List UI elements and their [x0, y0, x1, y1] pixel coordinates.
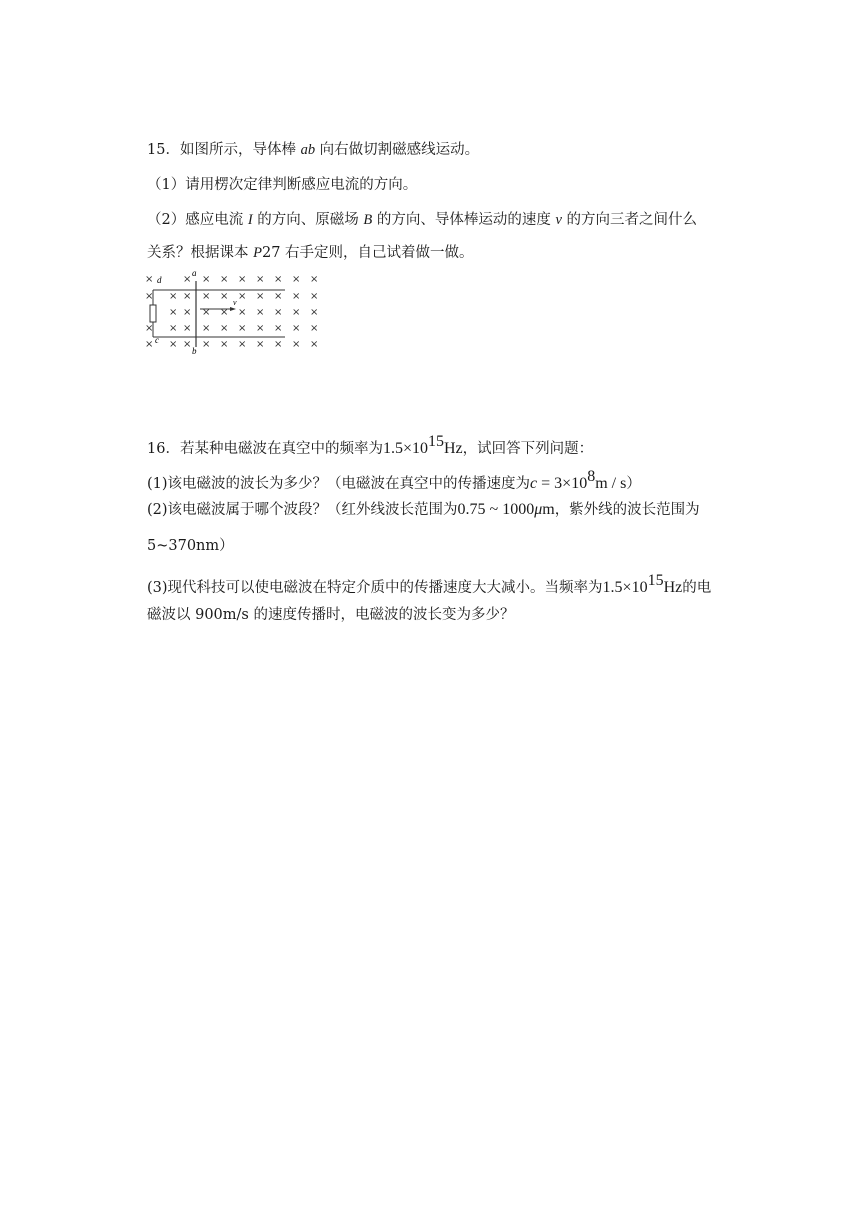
- field-cross: ×: [220, 323, 229, 334]
- label-c: c: [155, 335, 159, 345]
- field-cross: ×: [238, 307, 247, 318]
- field-cross: ×: [183, 339, 192, 350]
- field-cross: ×: [183, 323, 192, 334]
- field-cross: ×: [310, 339, 319, 350]
- field-cross: ×: [202, 274, 211, 285]
- field-cross: ×: [169, 307, 178, 318]
- q15-stem: 15．如图所示，导体棒 ab 向右做切割磁感线运动。: [147, 142, 480, 158]
- q15-number: 15．: [147, 142, 180, 158]
- velocity-arrow-head: [230, 307, 236, 311]
- field-cross: ×: [202, 307, 211, 318]
- field-cross: ×: [292, 323, 301, 334]
- label-a: a: [192, 268, 197, 278]
- field-cross: ×: [183, 307, 192, 318]
- magnetic-field-diagram: [145, 267, 330, 357]
- field-cross: ×: [274, 274, 283, 285]
- q15-part2: （2）感应电流 I 的方向、原磁场 B 的方向、导体棒运动的速度 v 的方向三者之间什么: [147, 212, 698, 228]
- field-cross: ×: [256, 323, 265, 334]
- field-cross: ×: [202, 291, 211, 302]
- field-cross: ×: [310, 291, 319, 302]
- field-cross: ×: [274, 323, 283, 334]
- field-cross: ×: [183, 291, 192, 302]
- field-cross: ×: [202, 323, 211, 334]
- q16-part3-line2: 磁波以 900m/s 的速度传播时，电磁波的波长变为多少？: [147, 607, 515, 623]
- field-cross: ×: [238, 274, 247, 285]
- field-cross: ×: [145, 291, 154, 302]
- field-cross: ×: [202, 339, 211, 350]
- q16-part1: (1)该电磁波的波长为多少？（电磁波在真空中的传播速度为$c = 3\times 10^8m / s$）: [147, 468, 641, 492]
- field-cross: ×: [256, 291, 265, 302]
- field-cross: ×: [220, 307, 229, 318]
- field-cross: ×: [238, 339, 247, 350]
- label-v: v: [233, 298, 237, 307]
- field-cross: ×: [274, 339, 283, 350]
- field-cross: ×: [274, 291, 283, 302]
- label-b: b: [192, 346, 197, 356]
- field-cross: ×: [256, 339, 265, 350]
- q16-part2: (2)该电磁波属于哪个波段？（红外线波长范围为0.75 ~ 1000μm，紫外线的波长范围为: [147, 501, 700, 518]
- field-cross: ×: [169, 339, 178, 350]
- magnetic-field-crosses: [145, 274, 318, 350]
- field-cross: ×: [145, 323, 154, 334]
- field-cross: ×: [238, 291, 247, 302]
- field-cross: ×: [292, 274, 301, 285]
- field-cross: ×: [292, 291, 301, 302]
- field-cross: ×: [183, 274, 192, 285]
- label-d: d: [157, 275, 162, 285]
- field-cross: ×: [220, 291, 229, 302]
- field-cross: ×: [274, 307, 283, 318]
- field-cross: ×: [292, 339, 301, 350]
- field-cross: ×: [220, 339, 229, 350]
- field-cross: ×: [256, 274, 265, 285]
- field-cross: ×: [256, 307, 265, 318]
- field-cross: ×: [145, 339, 154, 350]
- field-cross: ×: [310, 274, 319, 285]
- q16-part3: (3)现代科技可以使电磁波在特定介质中的传播速度大大减小。当频率为$1.5\times 10^{15}Hz$的电: [147, 572, 712, 596]
- field-cross: ×: [169, 291, 178, 302]
- q16-part2-line2: 5~370nm）: [147, 538, 234, 554]
- q15-part2-line2: 关系？根据课本 P27 右手定则，自己试着做一做。: [147, 245, 474, 261]
- field-cross: ×: [238, 323, 247, 334]
- field-cross: ×: [310, 307, 319, 318]
- field-cross: ×: [145, 274, 154, 285]
- field-cross: ×: [292, 307, 301, 318]
- field-cross: ×: [169, 323, 178, 334]
- field-cross: ×: [220, 274, 229, 285]
- q15-part1: （1）请用楞次定律判断感应电流的方向。: [147, 177, 418, 193]
- q16-stem: 16．若某种电磁波在真空中的频率为$1.5\times 10^{15}Hz$，试回答下列问题：: [147, 433, 594, 457]
- q16-number: 16．: [147, 441, 180, 457]
- field-cross: ×: [310, 323, 319, 334]
- resistor: [150, 305, 156, 322]
